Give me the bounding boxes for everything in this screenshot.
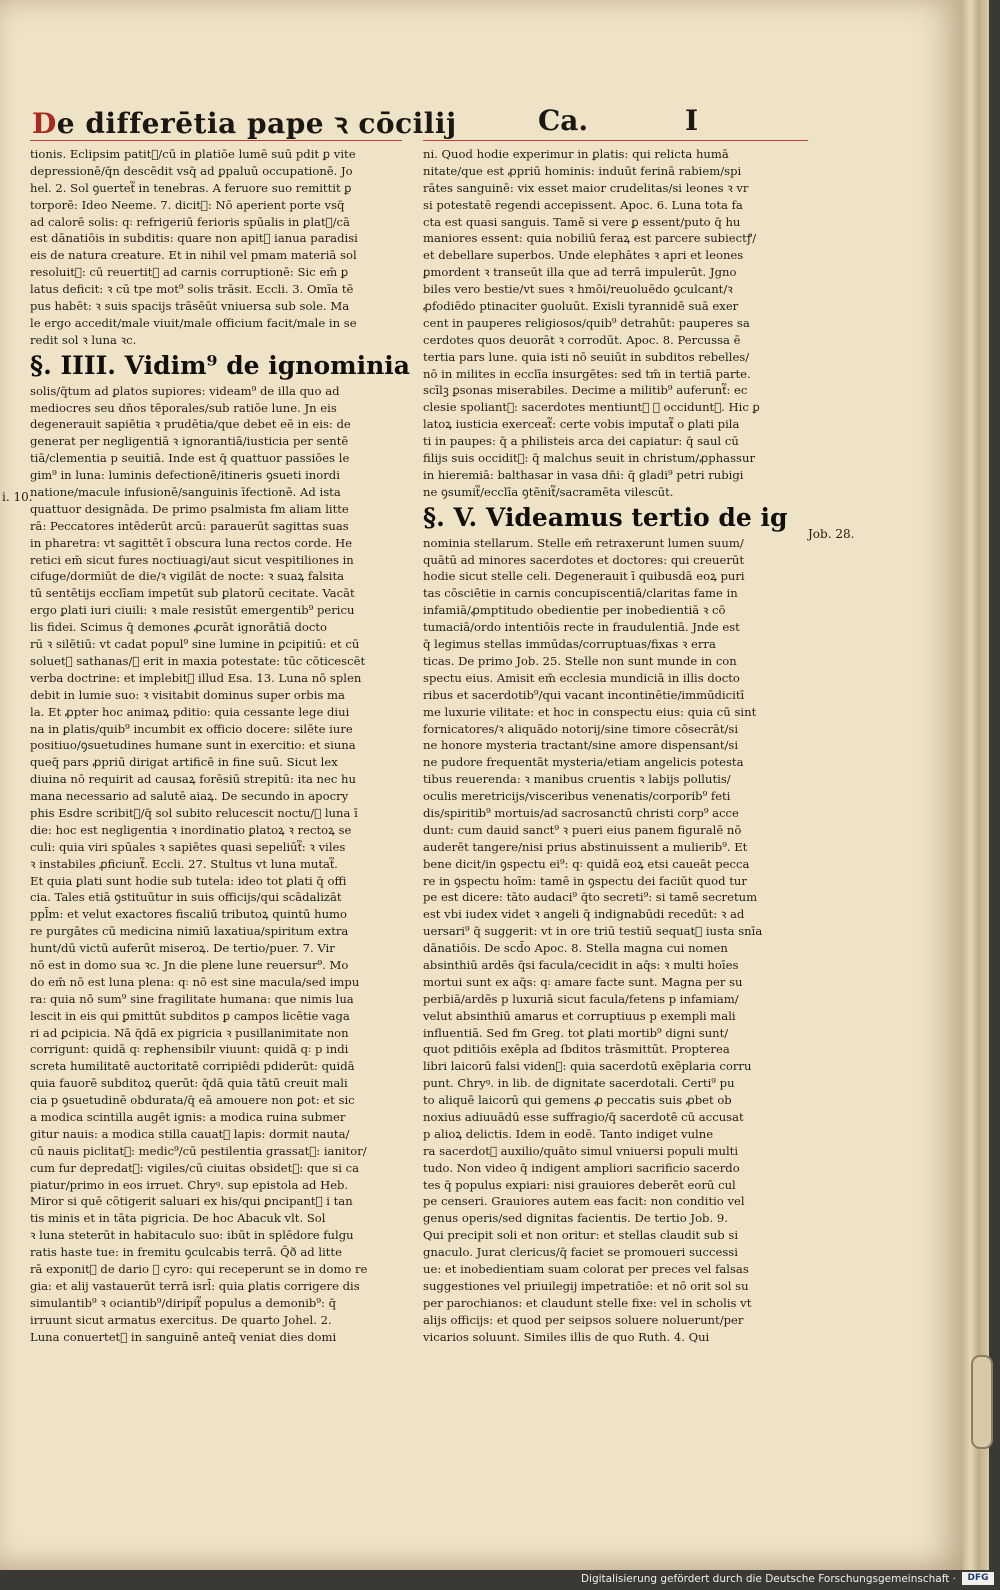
text-line: perbiā/ardēs p luxuriā sicut facula/fetens p infamiam/	[423, 991, 739, 1006]
section-heading-4: §. IIII. Vidim⁹ de ignominia	[30, 350, 410, 380]
right-paragraph-2	[423, 535, 803, 1346]
text-line: auderēt tangere/nisi prius abstinuissent a mulierib⁹. Et	[423, 839, 748, 854]
text-line: gnaculo. Jurat clericus/q̄ faciet se promoueri successi	[423, 1245, 738, 1260]
rubricated-initial: D	[32, 107, 57, 140]
text-line: tū sentētijs ecclīam impetūt sub ꝑlatorū cecitate. Vacāt	[30, 586, 355, 601]
header-rule-left	[30, 140, 402, 141]
text-line: natione/macule infusionē/sanguinis īfectionē. Ad ista	[30, 485, 341, 500]
text-line: re in ꝯspectu hoīm: tamē in ꝯspectu dei faciūt quod tur	[423, 873, 747, 888]
text-line: maniores essent: quia nobiliū feraꝝ est parcere subiectꝭ/	[423, 231, 757, 246]
text-line: ribus et sacerdotib⁹/qui vacant incontinētie/immūdicitī	[423, 687, 745, 702]
running-title	[32, 104, 457, 142]
page-edge	[963, 0, 989, 1570]
text-line: libri laicorū falsi videnᷓ: quia sacerdotū exēplaria corru	[423, 1059, 752, 1074]
text-line: p alioꝝ delictis. Idem in eodē. Tanto indiget vulne	[423, 1126, 714, 1141]
text-line: to aliquē laicorū qui gemens ꝓ peccatis suis ꝓbet ob	[423, 1093, 732, 1108]
text-line: pus habēt: ꝛ suis spacijs trāsēūt vniuersa sub sole. Ma	[30, 299, 350, 314]
text-line: do em̄ nō est luna plena: q꞉ nō est sine macula/sed impu	[30, 974, 360, 989]
text-line: tiā/clementia p seuitiā. Inde est q̄ quattuor passiōes le	[30, 451, 350, 466]
text-line: filijs suis occidit᷑: q̄ malchus seuit in christum/ꝓphassur	[423, 451, 755, 466]
text-line: cū nauis piclitat᷑: medic⁹/cū pestilentia grassat᷑: ianitor/	[30, 1143, 367, 1158]
text-line: in hieremiā: balthasar in vasa dn̄i: q̄ gladi⁹ petri rubigi	[423, 467, 744, 482]
text-line: punt. Chryꝰ. in lib. de dignitate sacerdotali. Certi⁹ pu	[423, 1076, 735, 1091]
chapter-label: Ca.	[538, 104, 589, 137]
text-line: screta humilitatē auctoritatē corripiēdi pdiderūt: quidā	[30, 1059, 355, 1074]
text-line: simulantib⁹ ꝛ ociantib⁹/diripit᷑ populus a demonib⁹: q̄	[30, 1295, 337, 1310]
text-line: cent in pauperes religiosos/quib⁹ detrahūt: pauperes sa	[423, 315, 750, 330]
text-line: cta est quasi sanguis. Tamē si vere ꝑ essent/puto q̄ hu	[423, 214, 741, 229]
text-line: ꝛ instabiles ꝓficiunt᷑. Eccli. 27. Stultus vt luna mutat᷑.	[30, 856, 338, 871]
text-line: rā: Peccatores intēderūt arcū: parauerūt sagittas suas	[30, 518, 349, 533]
text-line: per parochianos: et claudunt stelle fixe: vel in scholis vt	[423, 1295, 752, 1310]
right-column	[423, 146, 803, 1345]
text-line: ad calorē solis: q꞉ refrigeriū ferioris spūalis in ꝑlat᷑/cā	[30, 214, 350, 229]
text-line: latus deficit: ꝛ cū tpe mot⁹ solis trāsit. Eccli. 3. Omīa tē	[30, 282, 354, 297]
text-line: nō est in domo sua ꝛc. Jn die plene lune reuersur⁹. Mo	[30, 957, 349, 972]
text-line: quattuor designāda. De primo psalmista fm aliam litte	[30, 501, 349, 516]
text-line: influentiā. Sed fm Greg. tot ꝑlati mortib⁹ digni sunt/	[423, 1025, 729, 1040]
text-line: cifuge/dormiūt de die/ꝛ vigilāt de nocte: ꝛ suaꝝ falsita	[30, 569, 345, 584]
text-line: mediocres seu dn̄os tēporales/sub ratiōe lune. Jn eis	[30, 400, 337, 415]
text-line: resoluit᷑: cū reuertit᷑ ad carnis corruptionē: Sic em̄ ꝑ	[30, 265, 349, 280]
text-line: dunt: cum dauid sanct⁹ ꝛ pueri eius panem figuralē nō	[423, 822, 742, 837]
text-line: genus operis/sed dignitas facientis. De tertio Job. 9.	[423, 1211, 728, 1226]
text-line: Qui precipit soli et non oritur: et stellas claudit sub si	[423, 1228, 739, 1243]
text-line: nominia stellarum. Stelle em̄ retraxerunt lumen suum/	[423, 535, 744, 550]
text-line: vicarios soluunt. Similes illis de quo Ruth. 4. Qui	[423, 1329, 710, 1344]
left-margin-note: i. 10.	[2, 490, 33, 504]
text-line: tas cōsciētie in carnis concupiscentiā/claritas fame in	[423, 586, 738, 601]
text-line: solis/q̄tum ad ꝑlatos supiores: videam⁹ de illa quo ad	[30, 383, 340, 398]
text-line: tertia pars lune. quia isti nō seuiūt in subditos rebelles/	[423, 349, 750, 364]
text-line: hodie sicut stelle celi. Degenerauit ī quibusdā eoꝝ puri	[423, 569, 745, 584]
right-margin-note: Job. 28.	[808, 527, 855, 541]
text-line: est vbi iudex videt ꝛ angeli q̄ indignabūdi recedūt: ꝛ ad	[423, 907, 745, 922]
text-line: infamiā/ꝓmptitudo obedientie per inobedientiā ꝛ cō	[423, 603, 726, 618]
text-line: est dānatiōis in subditis: quare non apit᷑ ianua paradisi	[30, 231, 358, 246]
text-line: cia p ꝯsuetudinē obdurata/q̄ eā amouere non ꝑot: et sic	[30, 1093, 355, 1108]
text-line: si potestatē regendi accepissent. Apoc. 6. Luna tota fa	[423, 197, 743, 212]
text-line: cum fur depredat᷑: vigiles/cū ciuitas obsidet᷑: que si ca	[30, 1160, 360, 1175]
text-line: phis Esdre scribit᷑/q̄ sol subito relucescit noctu/ꝛ luna ī	[30, 805, 358, 820]
running-title-text: e differētia pape ꝛ cōcilij	[56, 107, 457, 140]
text-line: uersari⁹ q̄ suggerit: vt in ore triū testiū sequat᷑ iusta snīa	[423, 924, 763, 939]
text-line: rātes sanguinē: vix esset maior crudelitas/si leones ꝛ vr	[423, 180, 749, 195]
dfg-logo: DFG	[962, 1572, 994, 1585]
text-line: diuina nō requirit ad causaꝝ forēsiū strepitū: ita nec hu	[30, 772, 356, 787]
text-line: clesie spoliant᷑: sacerdotes mentiunt᷑ ꝛ occidunt᷑. Hic ꝑ	[423, 400, 760, 415]
text-line: la. Et ꝓpter hoc animaꝝ pditio: quia cessante lege diui	[30, 704, 350, 719]
text-line: pe est dicere: tāto audaci⁹ q̄to secreti⁹: si tamē secretum	[423, 890, 758, 905]
text-line: nitate/que est ꝓpriū hominis: induūt ferinā rabiem/spi	[423, 163, 742, 178]
text-line: ticas. De primo Job. 25. Stelle non sunt munde in con	[423, 653, 737, 668]
text-line: a modica scintilla augēt ignis: a modica ruina submer	[30, 1109, 346, 1124]
text-line: culi: quia viri spūales ꝛ sapiētes quasi sepeliūt᷑: ꝛ viles	[30, 839, 346, 854]
left-column	[30, 146, 410, 1345]
text-line: degenerauit sapiētia ꝛ prudētia/que debet eē in eis: de	[30, 417, 351, 432]
text-line: ppl̄m: et velut exactores fiscaliū tributoꝝ quintū humo	[30, 907, 348, 922]
text-line: die: hoc est negligentia ꝛ inordinatio ꝑlatoꝝ ꝛ rectoꝝ se	[30, 822, 352, 837]
text-line: dānatiōis. De scd̄o Apoc. 8. Stella magna cui nomen	[423, 941, 728, 956]
right-paragraph-1	[423, 146, 803, 501]
text-line: depressionē/q̄n descēdit vsq̄ ad ꝑpaluū occupationē. Jo	[30, 163, 353, 178]
text-line: nō in milites in ecclīa insurgētes: sed tm̄ in tertiā parte.	[423, 366, 751, 381]
spine-band	[971, 1355, 993, 1449]
text-line: quot pditiōis exēpla ad ſbditos trāsmittūt. Propterea	[423, 1042, 730, 1057]
text-line: tis minis et in tāta pigricia. De hoc Abacuk vlt. Sol	[30, 1211, 326, 1226]
text-line: gitur nauis: a modica stilla cauat᷑ lapis: dormit nauta/	[30, 1126, 350, 1141]
text-line: corrigunt: quidā q꞉ reꝑhensibilr viuunt: quidā q꞉ p indi	[30, 1042, 349, 1057]
text-line: Luna conuertet᷑ in sanguinē anteq̄ veniat dies domi	[30, 1329, 337, 1344]
text-line: redit sol ꝛ luna ꝛc.	[30, 332, 137, 347]
funding-credit: Digitalisierung gefördert durch die Deutsche Forschungsgemeinschaft ·	[580, 1573, 956, 1585]
text-line: gia: et alij vastauerūt terrā isrl̄: quia ꝑlatis corrigere dis	[30, 1278, 360, 1293]
text-line: soluet᷑ sathanas/ꝛ erit in maxia potestate: tūc cōticescēt	[30, 653, 366, 668]
text-line: ni. Quod hodie experimur in ꝑlatis: qui relicta humā	[423, 147, 729, 161]
left-paragraph-2	[30, 383, 402, 1346]
text-line: dis/spiritib⁹ mortuis/ad sacrosanctū christi corp⁹ acce	[423, 805, 739, 820]
text-line: ratis haste tue: in fremitu ꝯculcabis terrā. Q̄ð ad litte	[30, 1245, 342, 1260]
text-line: ra sacerdot᷑ auxilio/quāto simul vniuersi populi multi	[423, 1143, 739, 1158]
text-line: ra: quia nō sum⁹ sine fragilitate humana: que nimis lua	[30, 991, 354, 1006]
text-line: lescit in eis qui ꝑmittūt subditos ꝑ campos licētie vaga	[30, 1008, 350, 1023]
text-line: suggestiones vel priuilegij impetratiōe: et nō orit sol su	[423, 1278, 749, 1293]
text-line: q̄ legimus stellas immūdas/corruptuas/fixas ꝛ erra	[423, 637, 716, 652]
text-line: generat per negligentiā ꝛ ignorantiā/iusticia per sentē	[30, 434, 349, 449]
text-line: queq̄ pars ꝓpriū dirigat artificē in fine suū. Sicut lex	[30, 755, 338, 770]
text-line: spectu eius. Amisit em̄ ecclesia mundiciā in illis docto	[423, 670, 740, 685]
text-line: hel. 2. Sol ꝯuertet᷑ in tenebras. A feruore suo remittit ꝑ	[30, 180, 352, 195]
text-line: eis de natura creature. Et in nihil vel pmam materiā sol	[30, 248, 357, 263]
text-line: ne honore mysteria tractant/sine amore dispensant/si	[423, 738, 739, 753]
text-line: velut absinthiū amarus et corruptiuus p exempli mali	[423, 1008, 736, 1023]
text-line: mortui sunt ex aq̄s: q꞉ amare facte sunt. Magna per su	[423, 974, 743, 989]
text-line: cia. Tales etiā ꝯstituūtur in suis officijs/qui scādalizāt	[30, 890, 342, 905]
text-line: debit in lumie suo: ꝛ visitabit dominus super orbis ma	[30, 687, 345, 702]
text-line: Et quia ꝑlati sunt hodie sub tutela: ideo tot ꝑlati q̄ offi	[30, 873, 347, 888]
text-line: quātū ad minores sacerdotes et doctores: qui creuerūt	[423, 552, 744, 567]
text-line: biles vero bestie/vt sues ꝛ hmōi/reuoluēdo ꝯculcant/ꝛ	[423, 282, 733, 297]
text-line: verba doctrine: et implebit᷑ illud Esa. 13. Luna nō splen	[30, 670, 362, 685]
text-line: ne pudore frequentāt mysteria/etiam angelicis potesta	[423, 755, 744, 770]
text-line: positiuo/ꝯsuetudines humane sunt in exercitio: et siuna	[30, 738, 356, 753]
text-line: scīlꝫ ꝑsonas miserabiles. Decime a militib⁹ auferunt᷑: ec	[423, 383, 748, 398]
text-line: fornicatores/ꝛ aliquādo notorij/sine timore cōsecrāt/si	[423, 721, 739, 736]
text-line: ri ad ꝑcipicia. Nā q̄dā ex pigricia ꝛ pusillanimitate non	[30, 1025, 349, 1040]
text-line: ꝑmordent ꝛ transeūt illa que ad terrā impulerūt. Jgno	[423, 265, 737, 280]
text-line: tudo. Non video q̄ indigent ampliori sacrificio sacerdo	[423, 1160, 740, 1175]
text-line: le ergo accedit/male viuit/male officium facit/male in se	[30, 315, 357, 330]
text-line: Miror si quē cōtigerit saluari ex his/qui ꝑncipant᷑ i tan	[30, 1194, 353, 1209]
text-line: irruunt sicut armatus exercitus. De quarto Johel. 2.	[30, 1312, 332, 1327]
text-line: cerdotes quos deuorāt ꝛ corrodūt. Apoc. 8. Percussa ē	[423, 332, 741, 347]
text-line: pe censeri. Grauiores autem eas facit: non conditio vel	[423, 1194, 745, 1209]
text-line: et debellare superbos. Unde elephātes ꝛ apri et leones	[423, 248, 744, 263]
text-line: absinthiū ardēs q̄si facula/cecidit in aq̄s: ꝛ multi hoīes	[423, 957, 739, 972]
left-paragraph-1	[30, 146, 402, 349]
text-line: gim⁹ in luna: luminis defectionē/itineris ꝯsueti inordi	[30, 468, 340, 483]
text-line: mana necessario ad salutē aiaꝝ. De secundo in apocry	[30, 789, 349, 804]
text-line: rū ꝛ silētiū: vt cadat popul⁹ sine lumine in ꝑcipitiū: et cū	[30, 637, 360, 652]
text-line: me luxurie vilitate: et hoc in conspectu eius: quia cū sint	[423, 704, 757, 719]
text-line: hunt/dū victū auferūt miseroꝝ. De tertio/puer. 7. Vir	[30, 941, 335, 956]
text-line: in pharetra: vt sagittēt ī obscura luna rectos corde. He	[30, 535, 353, 550]
text-line: rā exponit᷑ de dario ꝛ cyro: qui receperunt se in domo re	[30, 1262, 368, 1276]
text-line: ti in paupes: q̄ a philisteis arca dei capiatur: q̄ saul cū	[423, 434, 739, 449]
text-line: ue: et inobedientiam suam colorat per preces vel falsas	[423, 1262, 749, 1276]
text-line: ꝓfodiēdo ptinaciter ꝯuoluūt. Exisli tyrannidē suā exer	[423, 299, 739, 314]
text-line: lis fidei. Scimus q̄ demones ꝓcurāt ignorātiā docto	[30, 620, 327, 635]
text-line: torporē: Ideo Neeme. 7. dicit᷑: Nō aperient porte vsq̄	[30, 197, 345, 212]
text-line: tumaciā/ordo intentiōis recte in fraudulentiā. Jnde est	[423, 620, 740, 635]
text-line: bene dicit/in ꝯspectu ei⁹: q꞉ quidā eoꝝ etsi caueāt pecca	[423, 856, 750, 871]
text-line: ergo ꝑlati iuri ciuili: ꝛ male resistūt emergentib⁹ pericu	[30, 603, 355, 618]
text-line: tes q̄ populus expiari: nisi grauiores deberēt eorū cul	[423, 1177, 736, 1192]
text-line: oculis meretricijs/visceribus venenatis/corporib⁹ feti	[423, 789, 731, 804]
text-line: tibus reuerenda: ꝛ manibus cruentis ꝛ labijs pollutis/	[423, 772, 731, 787]
text-line: ne ꝯsumit᷑/ecclīa ꝯtēnit᷑/sacramēta vilescūt.	[423, 484, 674, 499]
text-line: alijs officijs: et quod per seipsos soluere noluerunt/per	[423, 1312, 744, 1327]
text-line: re purgātes cū medicina nimiū laxatiua/spiritum extra	[30, 924, 349, 939]
section-heading-5: §. V. Videamus tertio de ig	[423, 502, 788, 532]
text-line: noxius adiuuādū esse suffragio/q̄ sacerdotē cū accusat	[423, 1109, 744, 1124]
text-line: quia fauorē subditoꝝ querūt: q̄dā quia tātū creuit mali	[30, 1076, 348, 1091]
text-line: piatur/primo in eos irruet. Chryꝰ. sup epistola ad Heb.	[30, 1177, 349, 1192]
text-line: tionis. Eclipsim patit᷑/cū in ꝑlatiōe lumē suū pdit ꝑ vite	[30, 147, 356, 161]
text-line: retici em̄ sicut fures noctiuagi/aut sicut vespitiliones in	[30, 552, 354, 567]
folio-number: I	[685, 104, 699, 137]
text-line: na in ꝑlatis/quib⁹ incumbit ex officio docere: silēte iure	[30, 721, 353, 736]
header-rule-right	[423, 140, 808, 141]
text-line: latoꝝ iusticia exerceat᷑: certe vobis imputat᷑ o ꝑlati pila	[423, 417, 740, 432]
text-line: ꝛ luna steterūt in habitaculo suo: ibūt in splēdore fulgu	[30, 1228, 354, 1243]
